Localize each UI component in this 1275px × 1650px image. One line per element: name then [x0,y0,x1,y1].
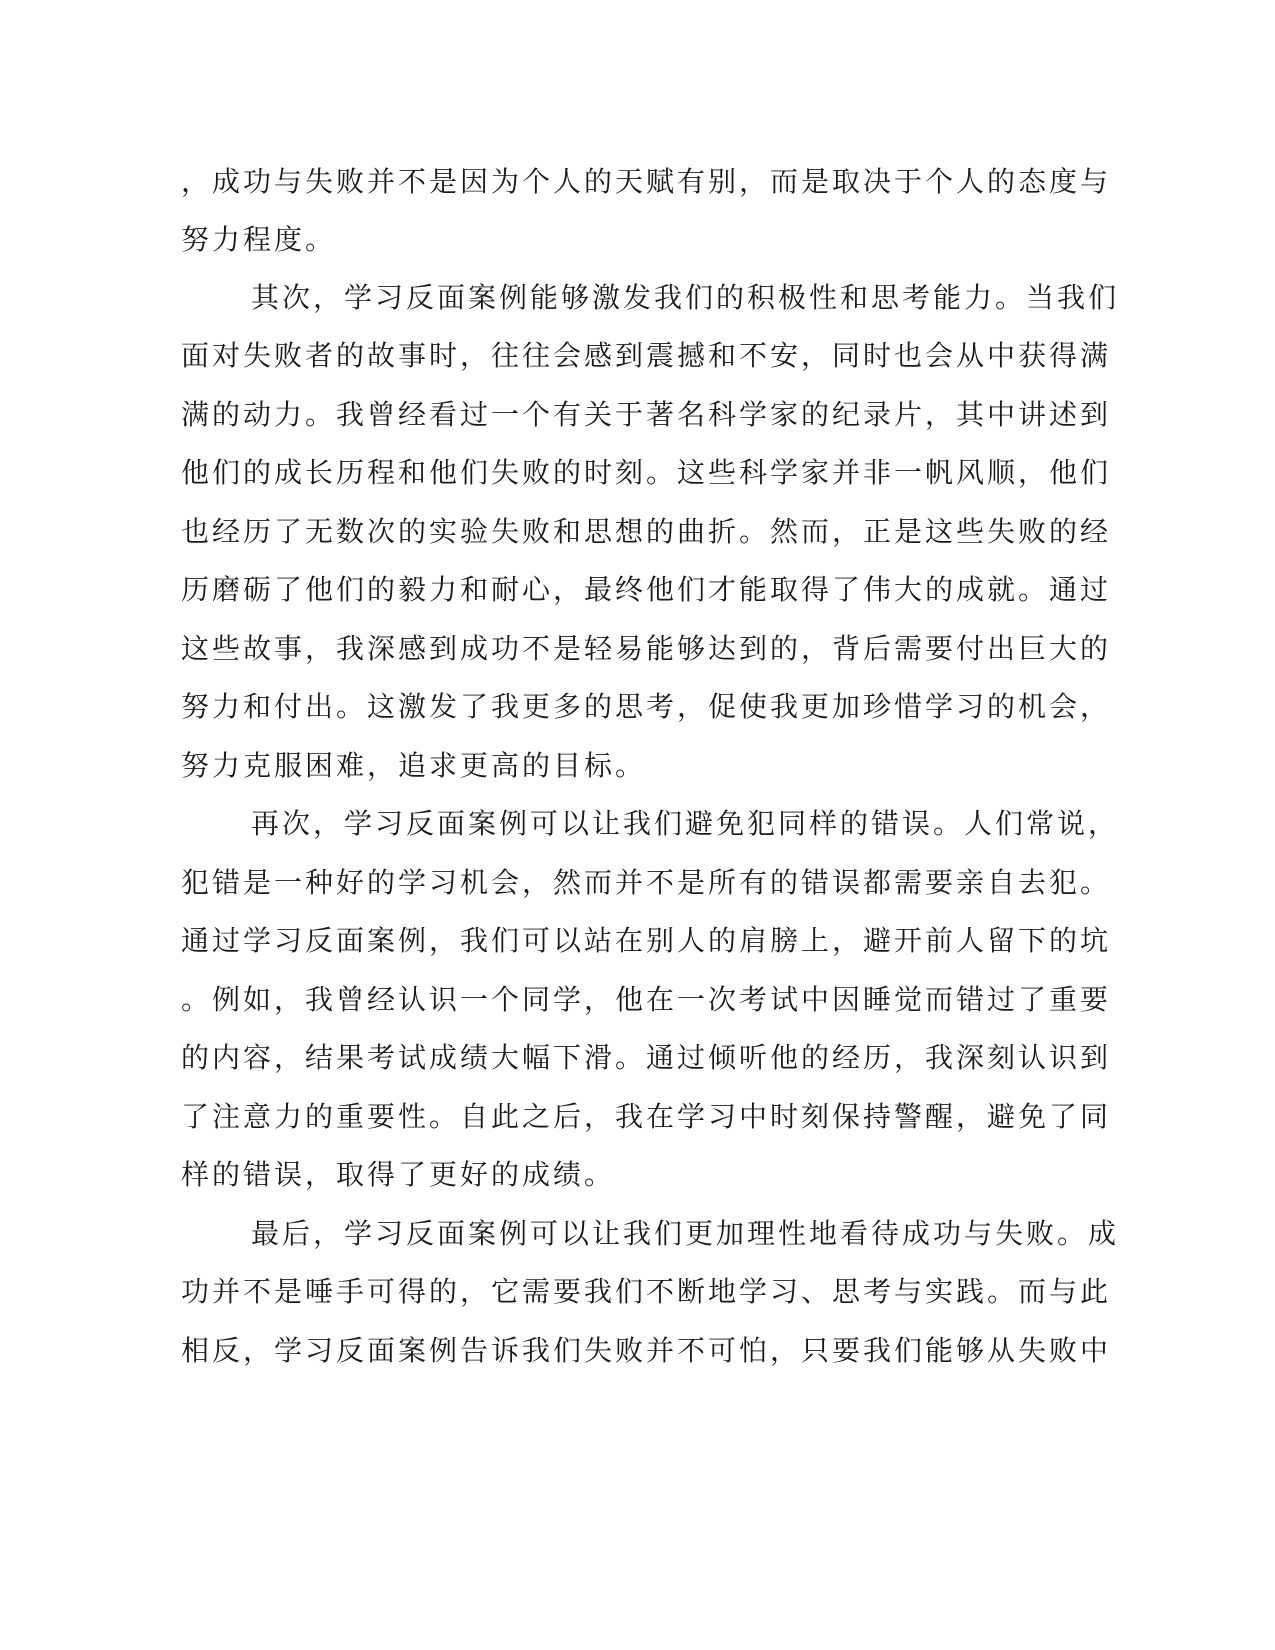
text-line: 犯错是一种好的学习机会，然而并不是所有的错误都需要亲自去犯。 [181,866,1112,899]
text-line: 样的错误，取得了更好的成绩。 [181,1158,616,1191]
text-line: 努力克服困难，追求更高的目标。 [181,749,647,782]
text-line: 满的动力。我曾经看过一个有关于著名科学家的纪录片，其中讲述到 [181,398,1112,431]
text-line: 这些故事，我深感到成功不是轻易能够达到的，背后需要付出巨大的 [181,632,1112,665]
text-line: 功并不是唾手可得的，它需要我们不断地学习、思考与实践。而与此 [181,1275,1112,1308]
text-line: 努力程度。 [181,223,337,256]
text-line: 通过学习反面案例，我们可以站在别人的肩膀上，避开前人留下的坑 [181,924,1112,957]
text-line: 的内容，结果考试成绩大幅下滑。通过倾听他的经历，我深刻认识到 [181,1041,1112,1074]
text-line: 相反，学习反面案例告诉我们失败并不可怕，只要我们能够从失败中 [181,1334,1112,1367]
text-line: 他们的成长历程和他们失败的时刻。这些科学家并非一帆风顺，他们 [181,456,1112,489]
text-line: 。例如，我曾经认识一个同学，他在一次考试中因睡觉而错过了重要 [181,983,1112,1016]
text-line: 努力和付出。这激发了我更多的思考，促使我更加珍惜学习的机会， [181,690,1112,723]
paragraph-first-line: 最后，学习反面案例可以让我们更加理性地看待成功与失败。成 [251,1217,1120,1250]
text-line: 面对失败者的故事时，往往会感到震撼和不安，同时也会从中获得满 [181,339,1112,372]
text-line: 历磨砺了他们的毅力和耐心，最终他们才能取得了伟大的成就。通过 [181,573,1112,606]
text-line: 也经历了无数次的实验失败和思想的曲折。然而，正是这些失败的经 [181,515,1112,548]
text-line: ，成功与失败并不是因为个人的天赋有别，而是取决于个人的态度与 [181,165,1112,198]
text-line: 了注意力的重要性。自此之后，我在学习中时刻保持警醒，避免了同 [181,1100,1112,1133]
paragraph-first-line: 再次，学习反面案例可以让我们避免犯同样的错误。人们常说， [251,807,1120,840]
paragraph-first-line: 其次，学习反面案例能够激发我们的积极性和思考能力。当我们 [251,281,1120,314]
